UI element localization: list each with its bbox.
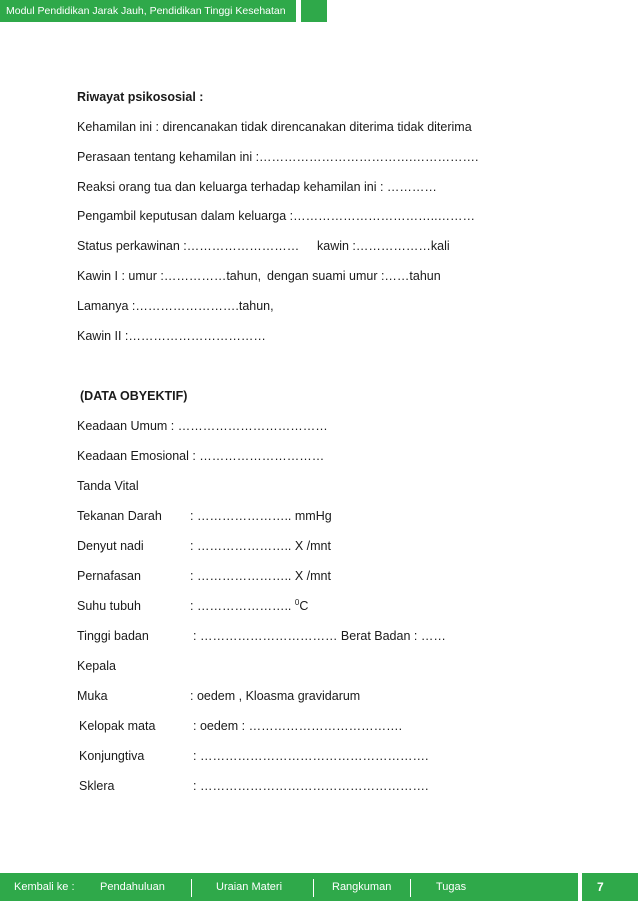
vital-row [77,568,331,584]
vital-label: Suhu tubuh [77,599,141,613]
vital-label: Tekanan Darah [77,509,162,523]
page-number: 7 [582,873,638,901]
kawin1-suami-text: dengan suami umur :……tahun [267,269,441,283]
konjungtiva-label: Konjungtiva [79,749,145,763]
vital-value: : ………………….. mmHg [190,509,332,523]
psychosocial-heading: Riwayat psikososial : [77,90,204,104]
vital-row [77,628,446,644]
vital-row [77,538,331,554]
objective-heading: (DATA OBYEKTIF) [80,389,188,403]
sklera-label: Sklera [79,779,115,793]
kawin1-umur-text: Kawin I : umur :……………tahun, [77,269,262,283]
kelopak-label: Kelopak mata [79,719,156,733]
vital-row [77,597,309,614]
status-kawin-line [77,238,450,254]
kehamilan-line: Kehamilan ini : direncanakan tidak direncanakan diterima tidak diterima [77,120,472,134]
module-header: Modul Pendidikan Jarak Jauh, Pendidikan Tinggi Kesehatan [0,0,296,22]
vital-value-temperature [190,598,308,614]
footer-divider [410,879,411,897]
status-kawin-text: Status perkawinan :……………………… [77,239,300,253]
kembali-label: Kembali ke : [14,881,75,893]
vital-label: Tinggi badan [77,629,149,643]
degree-superscript: 0 [294,597,300,607]
konjungtiva-value: : ………………………………………………. [193,749,429,763]
nav-tugas[interactable]: Tugas [436,881,467,893]
vital-label: Pernafasan [77,569,141,583]
vital-value: : ………………….. X /mnt [190,569,331,583]
kawin2-line: Kawin II :…………………………… [77,329,266,343]
keadaan-emosional-line: Keadaan Emosional : ………………………… [77,449,325,463]
sklera-value: : ………………………………………………. [193,779,429,793]
reaksi-line: Reaksi orang tua dan keluarga terhadap kehamilan ini : ………… [77,180,437,194]
temperature-unit: C [299,599,309,613]
vital-value: : ………………….. [190,599,295,613]
vital-row [77,508,332,524]
muka-value: : oedem , Kloasma gravidarum [190,689,361,703]
kelopak-line [79,718,403,734]
nav-rangkuman[interactable]: Rangkuman [332,881,392,893]
footer-divider [191,879,192,897]
vital-value: : ………………….. X /mnt [190,539,331,553]
kepala-line: Kepala [77,659,116,673]
nav-uraian-materi[interactable]: Uraian Materi [216,881,283,893]
kawin1-line [77,268,441,284]
keadaan-umum-line: Keadaan Umum : ……………………………… [77,419,328,433]
header-square [301,0,327,22]
lamanya-line: Lamanya :…………………….tahun, [77,299,274,313]
footer-divider [313,879,314,897]
pengambil-line: Pengambil keputusan dalam keluarga :……………………………..……… [77,209,476,223]
konjungtiva-line [79,748,429,764]
kawin-kali-text: kawin :………………kali [317,239,450,253]
muka-line [77,688,361,704]
vital-label: Denyut nadi [77,539,144,553]
sklera-line [79,778,429,794]
perasaan-line: Perasaan tentang kehamilan ini :……………………………….……………. [77,150,479,164]
vital-value: : …………………………… Berat Badan : …… [193,629,446,643]
footer-nav [0,873,578,901]
tanda-vital-line: Tanda Vital [77,479,139,493]
kelopak-value: : oedem : ………………………………. [193,719,403,733]
nav-pendahuluan[interactable]: Pendahuluan [100,881,165,893]
muka-label: Muka [77,689,108,703]
